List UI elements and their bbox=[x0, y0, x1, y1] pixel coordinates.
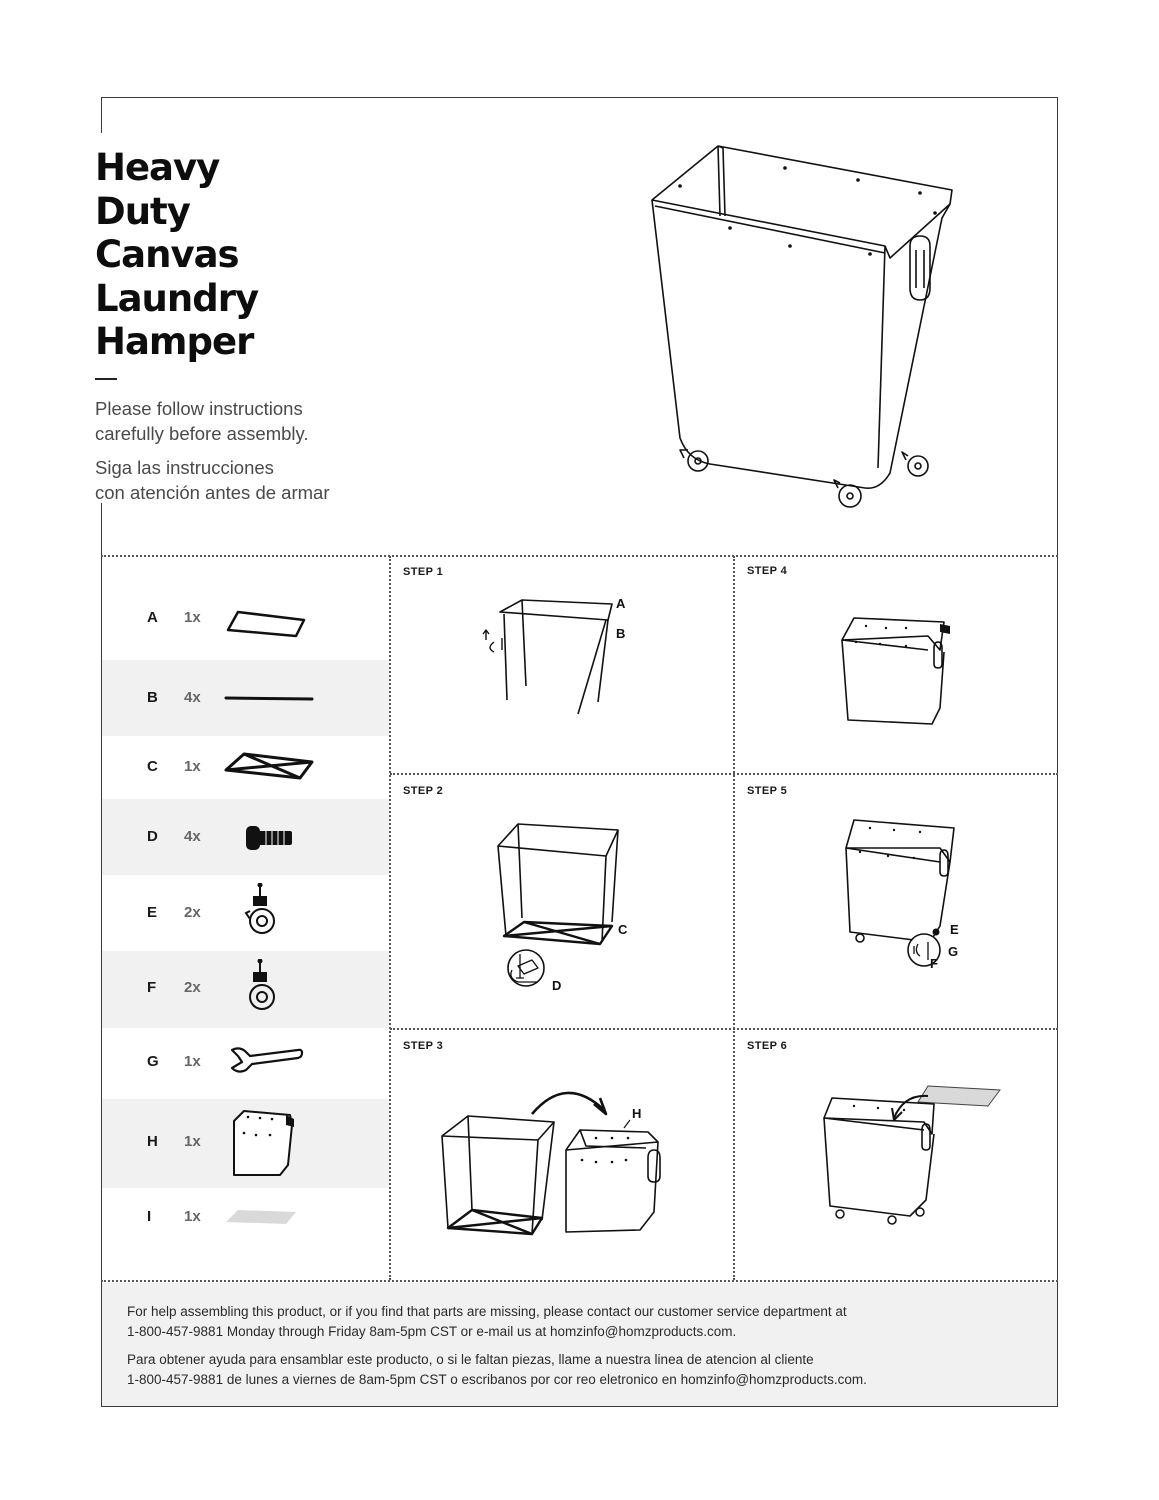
part-qty: 1x bbox=[184, 1053, 201, 1070]
step-3-label: STEP 3 bbox=[403, 1040, 444, 1052]
part-letter: B bbox=[147, 689, 158, 706]
part-qty: 1x bbox=[184, 1208, 201, 1225]
part-qty: 1x bbox=[184, 1133, 201, 1150]
part-qty: 1x bbox=[184, 758, 201, 775]
support-line: 1-800-457-9881 de lunes a viernes de 8am-5pm CST o escribanos por cor reo eletronico en homzinfo@homzproducts.com. bbox=[127, 1371, 867, 1387]
part-row-a bbox=[102, 576, 389, 660]
product-title bbox=[95, 146, 258, 364]
support-english bbox=[127, 1302, 1027, 1341]
part-row-h bbox=[102, 1099, 389, 1188]
part-letter: H bbox=[147, 1133, 158, 1150]
top-frame-icon bbox=[220, 590, 320, 650]
callout-a: A bbox=[616, 596, 626, 611]
intro-spanish bbox=[95, 455, 329, 505]
part-letter: I bbox=[147, 1208, 152, 1225]
step-4-label: STEP 4 bbox=[747, 565, 788, 577]
part-row-i bbox=[102, 1188, 389, 1251]
wrench-icon bbox=[220, 1032, 320, 1092]
bolt-icon bbox=[220, 807, 320, 867]
part-letter: G bbox=[147, 1053, 159, 1070]
part-letter: A bbox=[147, 609, 158, 626]
part-qty: 1x bbox=[184, 609, 201, 626]
title-line: Heavy bbox=[95, 146, 220, 189]
base-frame-icon bbox=[220, 738, 320, 798]
support-line: Para obtener ayuda para ensamblar este producto, o si le faltan piezas, llame a nuestra linea de atencion al cliente bbox=[127, 1352, 814, 1367]
part-letter: C bbox=[147, 758, 158, 775]
part-row-d bbox=[102, 799, 389, 875]
part-qty: 2x bbox=[184, 979, 201, 996]
parts-list bbox=[102, 576, 389, 1251]
callout-h: H bbox=[632, 1106, 642, 1121]
part-qty: 4x bbox=[184, 689, 201, 706]
locking-caster-icon bbox=[220, 883, 320, 943]
step-4-illustration bbox=[836, 612, 956, 730]
part-qty: 4x bbox=[184, 828, 201, 845]
part-letter: F bbox=[147, 979, 157, 996]
title-line: Laundry bbox=[95, 276, 259, 320]
grid-divider bbox=[733, 556, 735, 1280]
support-line: For help assembling this product, or if you find that parts are missing, please contact our customer service department at bbox=[127, 1304, 847, 1319]
canvas-bag-icon bbox=[220, 1105, 320, 1185]
callout-g: G bbox=[948, 944, 959, 959]
part-row-c bbox=[102, 736, 389, 799]
step-2-illustration bbox=[490, 818, 650, 1000]
intro-line: Siga las instrucciones bbox=[95, 457, 274, 478]
step-6-illustration bbox=[820, 1080, 1006, 1230]
step-1-illustration bbox=[470, 590, 650, 720]
part-qty: 2x bbox=[184, 904, 201, 921]
part-row-g bbox=[102, 1028, 389, 1099]
title-line: Canvas bbox=[95, 233, 239, 276]
step-2-label: STEP 2 bbox=[403, 785, 444, 797]
title-line: Hamper bbox=[95, 320, 254, 363]
grid-divider bbox=[390, 773, 1058, 775]
support-footer bbox=[102, 1283, 1057, 1406]
callout-b: B bbox=[616, 626, 626, 641]
part-row-e bbox=[102, 875, 389, 951]
step-6-label: STEP 6 bbox=[747, 1040, 788, 1052]
callout-f: F bbox=[930, 956, 938, 971]
intro-line: con atención antes de armar bbox=[95, 482, 330, 503]
step-5-label: STEP 5 bbox=[747, 785, 788, 797]
callout-d: D bbox=[552, 978, 562, 993]
step-5-illustration bbox=[840, 814, 970, 974]
grid-divider bbox=[101, 1280, 1058, 1282]
title-line: Duty bbox=[95, 189, 190, 233]
support-line: 1-800-457-9881 Monday through Friday 8am-5pm CST or e-mail us at homzinfo@homzproducts.com. bbox=[127, 1323, 737, 1339]
title-divider bbox=[95, 378, 117, 380]
grid-divider bbox=[389, 556, 391, 1280]
part-letter: E bbox=[147, 904, 158, 921]
rod-icon bbox=[220, 668, 320, 728]
intro-line: Please follow instructions bbox=[95, 398, 303, 419]
grid-divider bbox=[390, 1028, 1058, 1030]
part-letter: D bbox=[147, 828, 158, 845]
caster-icon bbox=[220, 959, 320, 1019]
grid-divider bbox=[101, 555, 1058, 557]
step-3-illustration bbox=[436, 1080, 672, 1240]
intro-line: carefully before assembly. bbox=[95, 423, 309, 444]
base-board-icon bbox=[220, 1188, 320, 1248]
part-row-f bbox=[102, 951, 389, 1028]
callout-c: C bbox=[618, 922, 628, 937]
step-1-label: STEP 1 bbox=[403, 566, 444, 578]
intro-english bbox=[95, 396, 309, 446]
part-row-b bbox=[102, 660, 389, 736]
callout-e: E bbox=[950, 922, 959, 937]
support-spanish bbox=[127, 1350, 1027, 1389]
hamper-hero-illustration bbox=[640, 138, 970, 518]
